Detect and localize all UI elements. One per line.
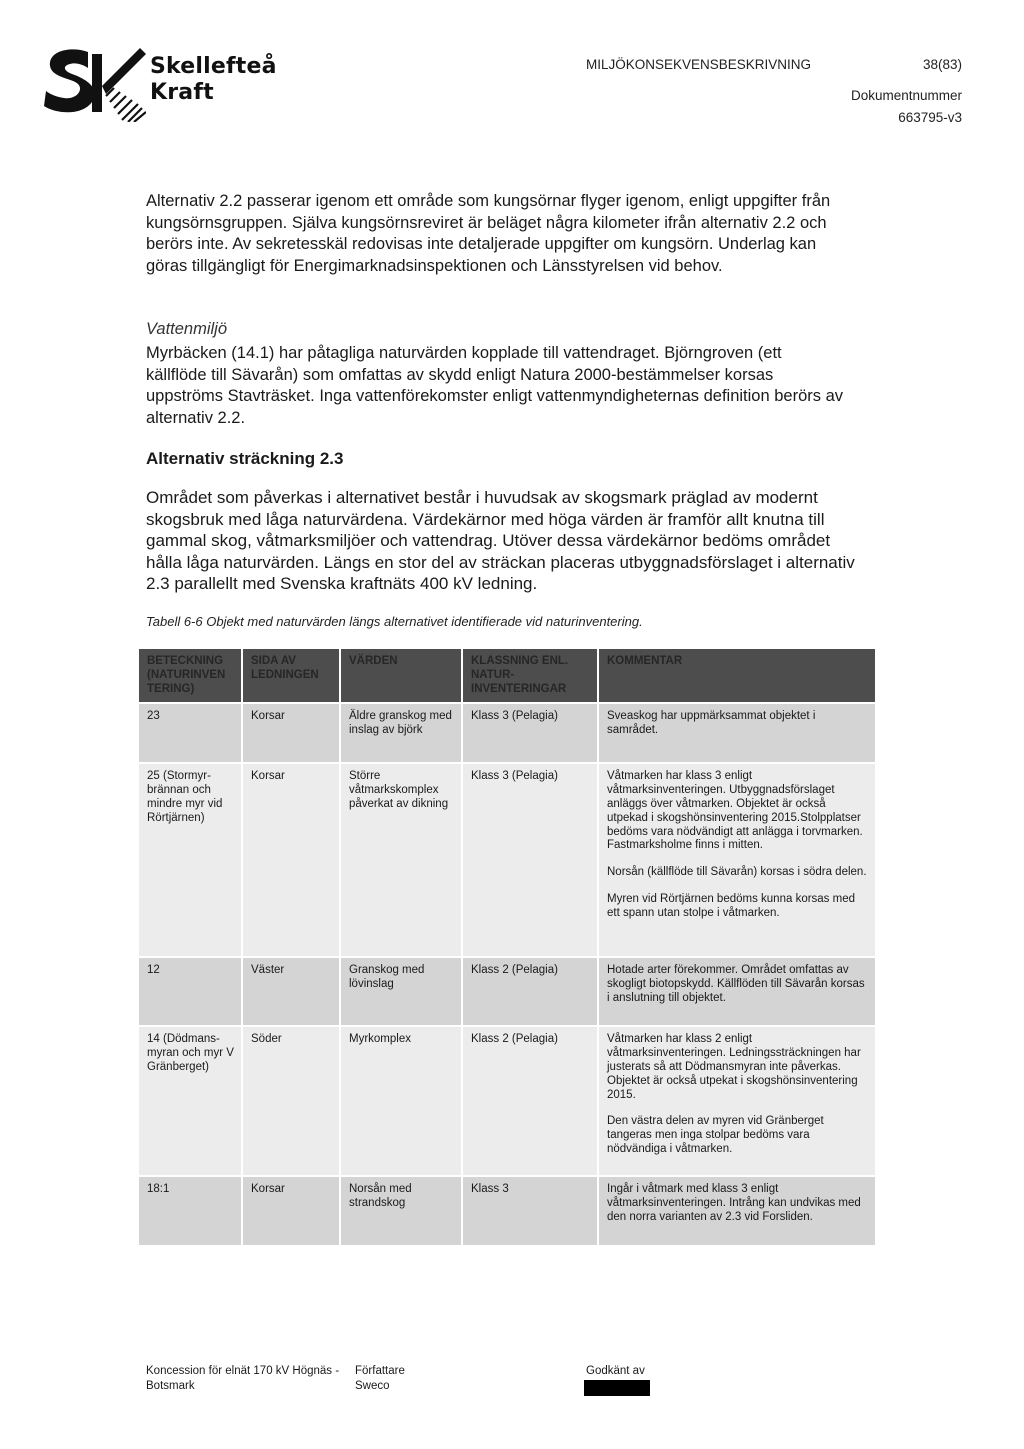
sk-logo-icon [42,44,146,122]
cell-side: Väster [243,958,341,1027]
paragraph-kungsorn: Alternativ 2.2 passerar igenom ett område som kungsörnar flyger igenom, enligt uppgifter från kungsörnsgruppen. Själva kungsörnsreviret är beläget några kilometer ifrån alternativ 2.2 och berörs inte. Av sekretesskäl redovisas inte detaljerade uppgifter om kungsörn. Underlag kan göras tillgängligt för Energimarknadsinspektionen och Länsstyrelsen vid behov. [146,192,831,275]
comment-paragraph: Sveaskog har uppmärksammat objektet i samrådet. [607,710,816,737]
table-header-row [139,649,877,704]
cell-comment [599,1027,877,1177]
company-logo [42,44,282,124]
cell-comment [599,764,877,958]
cell-id: 14 (Dödmans-myran och myr V Gränberget) [139,1027,243,1177]
cell-class: Klass 3 (Pelagia) [463,704,599,764]
document-number-label: Dokumentnummer [850,88,962,103]
cell-comment [599,958,877,1027]
table-row [139,1177,877,1247]
cell-side: Söder [243,1027,341,1177]
column-header: VÄRDEN [341,649,463,704]
cell-values: Äldre granskog med inslag av björk [341,704,463,764]
section-heading: Alternativ sträckning 2.3 [146,449,344,468]
comment-paragraph: Den västra delen av myren vid Gränberget tangeras men inga stolpar bedöms vara nödvändiga i våtmarken. [607,1115,824,1155]
footer-approved-label: Godkänt av [586,1365,645,1377]
comment-paragraph: Våtmarken har klass 3 enligt våtmarksinventeringen. Utbyggnadsförslaget anläggs över våtmarken. Objektet är också utpekad i skogshönsinventering 2015.Stolpplatser bedöms vara nödvändigt att anlägga i torvmarken. Fastmarksholme finns i mitten. [607,770,863,852]
table-row [139,704,877,764]
cell-side: Korsar [243,1177,341,1247]
comment-paragraph: Våtmarken har klass 2 enligt våtmarksinventeringen. Ledningssträckningen har justerats så att Dödmansmyran inte påverkas. Objektet är också utpekat i skogshönsinventering 2015. [607,1033,861,1101]
cell-class: Klass 2 (Pelagia) [463,1027,599,1177]
comment-paragraph: Myren vid Rörtjärnen bedöms kunna korsas med ett spann utan stolpe i våtmarken. [607,892,856,919]
cell-class: Klass 3 [463,1177,599,1247]
cell-comment [599,704,877,764]
comment-paragraph: Ingår i våtmark med klass 3 enligt våtmarksinventeringen. Intrång kan undvikas med den norra varianten av 2.3 vid Forsliden. [607,1183,861,1223]
footer-author-label: Författare [355,1365,405,1377]
subheading-vattenmiljo: Vattenmiljö [146,320,228,338]
cell-id: 23 [139,704,243,764]
cell-side: Korsar [243,704,341,764]
cell-id: 18:1 [139,1177,243,1247]
comment-paragraph: Norsån (källflöde till Sävarån) korsas i södra delen. [607,866,867,879]
table-row [139,1027,877,1177]
footer-project-title: Koncession för elnät 170 kV Högnäs - Botsmark [146,1365,340,1392]
table-row [139,958,877,1027]
cell-side: Korsar [243,764,341,958]
cell-class: Klass 2 (Pelagia) [463,958,599,1027]
brand-name-line-2: Kraft [150,80,214,105]
cell-values: Norsån med strandskog [341,1177,463,1247]
paragraph-vattenmiljo: Myrbäcken (14.1) har påtagliga naturvärden kopplade till vattendraget. Björngroven (ett källflöde till Sävarån) som omfattas av skydd enligt Natura 2000-bestämmelser korsas uppströms Stavträsket. Inga vattenförekomster enligt vattenmyndigheternas definition berörs av alternativ 2.2. [146,344,844,427]
brand-name-line-1: Skellefteå [150,54,277,79]
comment-paragraph: Hotade arter förekommer. Området omfattas av skogligt biotopskydd. Källflöden till Sävarån korsas i anslutning till objektet. [607,964,865,1004]
cell-class: Klass 3 (Pelagia) [463,764,599,958]
redacted-signature-box [584,1380,650,1396]
table-row [139,764,877,958]
column-header: KLASSNING ENL. NATUR-INVENTERINGAR [463,649,599,704]
document-type: MILJÖKONSEKVENSBESKRIVNING [586,57,812,72]
page-number: 38(83) [922,57,962,72]
footer-author-value: Sweco [355,1380,390,1392]
cell-values: Myrkomplex [341,1027,463,1177]
cell-values: Granskog med lövinslag [341,958,463,1027]
cell-id: 25 (Stormyr-brännan och mindre myr vid Rörtjärnen) [139,764,243,958]
document-number-value: 663795-v3 [898,110,962,125]
cell-values: Större våtmarkskomplex påverkat av dikning [341,764,463,958]
column-header: KOMMENTAR [599,649,877,704]
column-header: BETECKNING (NATURINVEN TERING) [139,649,243,704]
nature-values-table [139,649,877,1247]
table-caption: Tabell 6-6 Objekt med naturvärden längs alternativet identifierade vid naturinventering. [146,614,643,629]
column-header: SIDA AV LEDNINGEN [243,649,341,704]
paragraph-alternativ-2-3: Området som påverkas i alternativet består i huvudsak av skogsmark präglad av modernt skogsbruk med låga naturvärdena. Värdekärnor med höga värden är framför allt knutna till gammal skog, våtmarksmiljöer och vattendrag. Utöver dessa värdekärnor bedöms området hålla låga naturvärden. Längs en stor del av sträckan placeras utbyggnadsförslaget i alternativ 2.3 parallellt med Svenska kraftnäts 400 kV ledning. [146,488,855,593]
cell-id: 12 [139,958,243,1027]
cell-comment [599,1177,877,1247]
